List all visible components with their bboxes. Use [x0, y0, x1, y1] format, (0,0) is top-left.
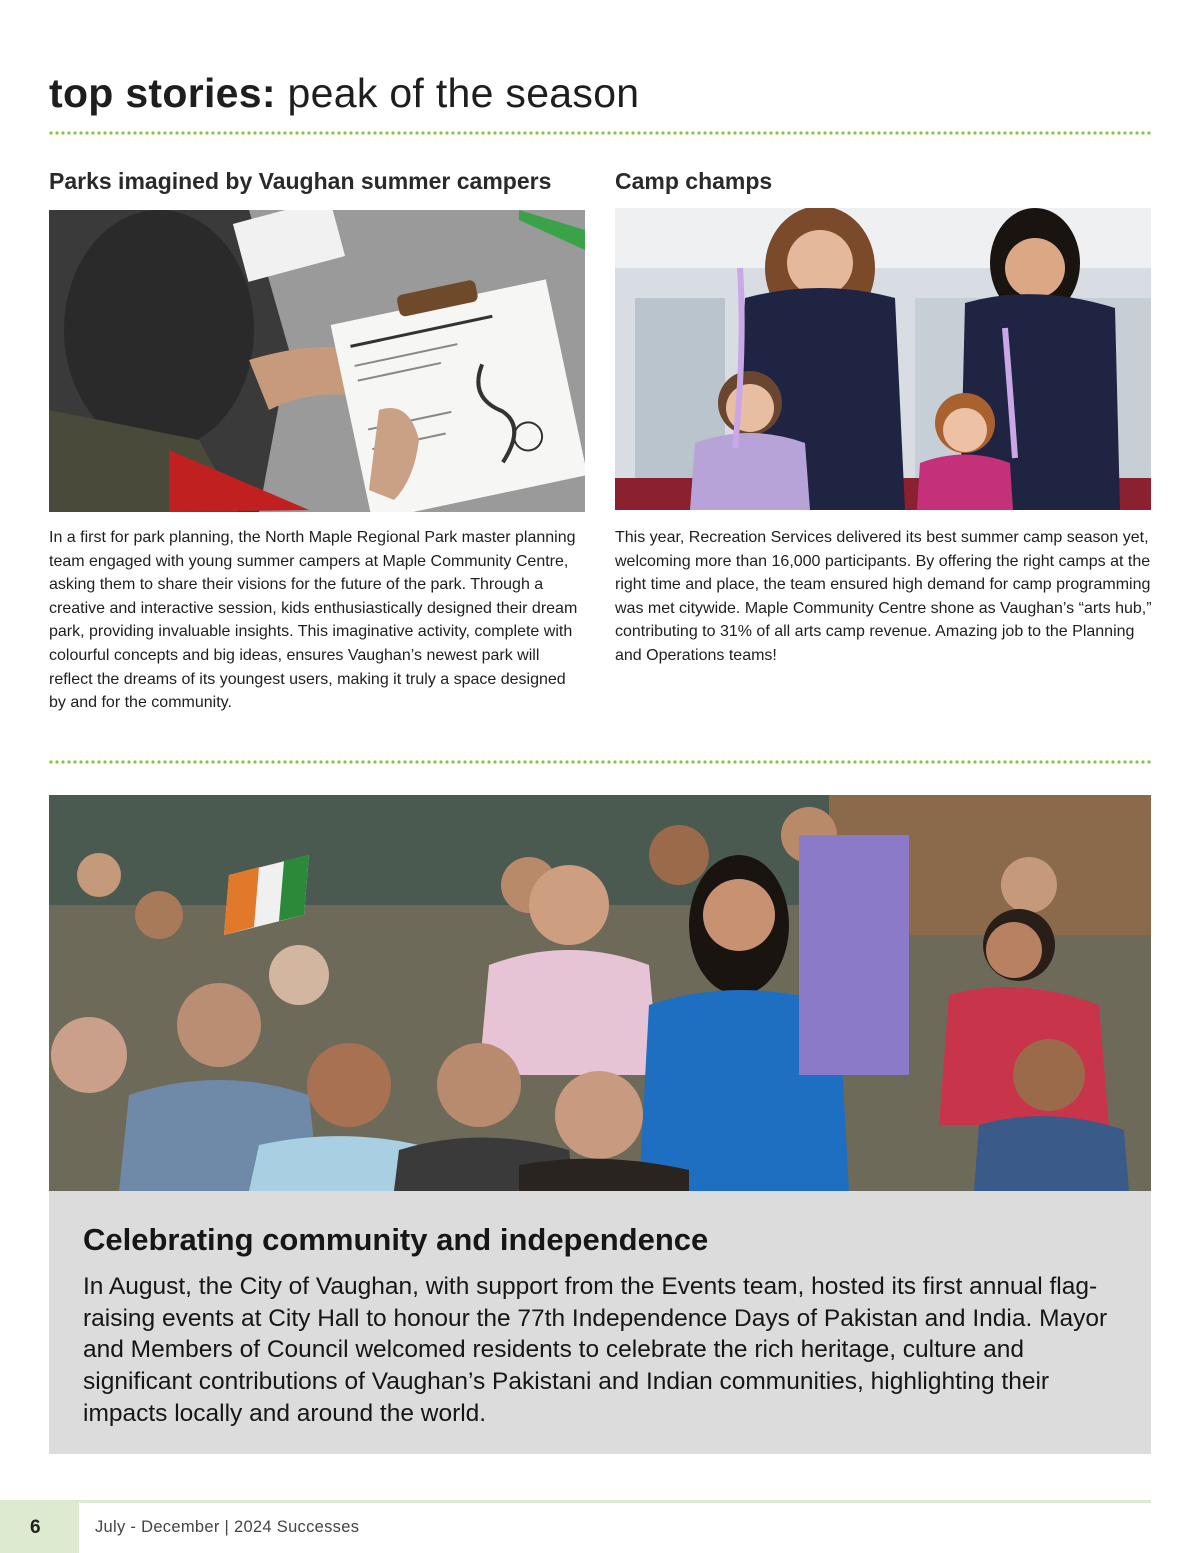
page-number: 6	[30, 1517, 41, 1538]
feature-panel	[49, 1191, 1151, 1454]
photo-camp-champs	[615, 208, 1151, 510]
footer-rule	[0, 1500, 1151, 1503]
page-title	[49, 66, 639, 120]
dotted-divider-middle	[49, 760, 1151, 764]
story-heading-parks: Parks imagined by Vaughan summer campers	[49, 168, 552, 194]
story-body-camp: This year, Recreation Services delivered its best summer camp season yet, welcoming more than 16,000 participants. By offering the right camps at the right time and place, the team ensured high demand for camp programming was met citywide. Maple Community Centre shone as Vaughan’s “arts hub,” contributing to 31% of all arts camp revenue. Amazing job to the Planning and Operations teams!	[615, 529, 1152, 664]
story-body-parks: In a first for park planning, the North Maple Regional Park master planning team engaged with young summer campers at Maple Community Centre, asking them to share their visions for the future of the park. Through a creative and interactive session, kids enthusiastically designed their dream park, providing invaluable insights. This imaginative activity, complete with colourful concepts and big ideas, ensures Vaughan’s newest park will reflect the dreams of its youngest users, making it truly a space designed by and for the community.	[49, 529, 578, 712]
story-heading-camp: Camp champs	[615, 168, 773, 194]
feature-title: Celebrating community and independence	[83, 1222, 709, 1257]
page-title-rest: peak of the season	[275, 70, 640, 116]
footer-text: July - December | 2024 Successes	[95, 1518, 360, 1536]
page-number-box	[0, 1503, 79, 1553]
photo-flag-raising-crowd	[49, 795, 1151, 1191]
photo-parks-worksheet	[49, 210, 585, 512]
feature-body: In August, the City of Vaughan, with support from the Events team, hosted its first annual flag-raising events at City Hall to honour the 77th Independence Days of Pakistan and India. Mayor and Members of Council welcomed residents to celebrate the rich heritage, culture and significant contributions of Vaughan’s Pakistani and Indian communities, highlighting their impacts locally and around the world.	[83, 1273, 1108, 1427]
dotted-divider-top	[49, 131, 1151, 135]
page-title-bold: top stories:	[49, 70, 276, 116]
